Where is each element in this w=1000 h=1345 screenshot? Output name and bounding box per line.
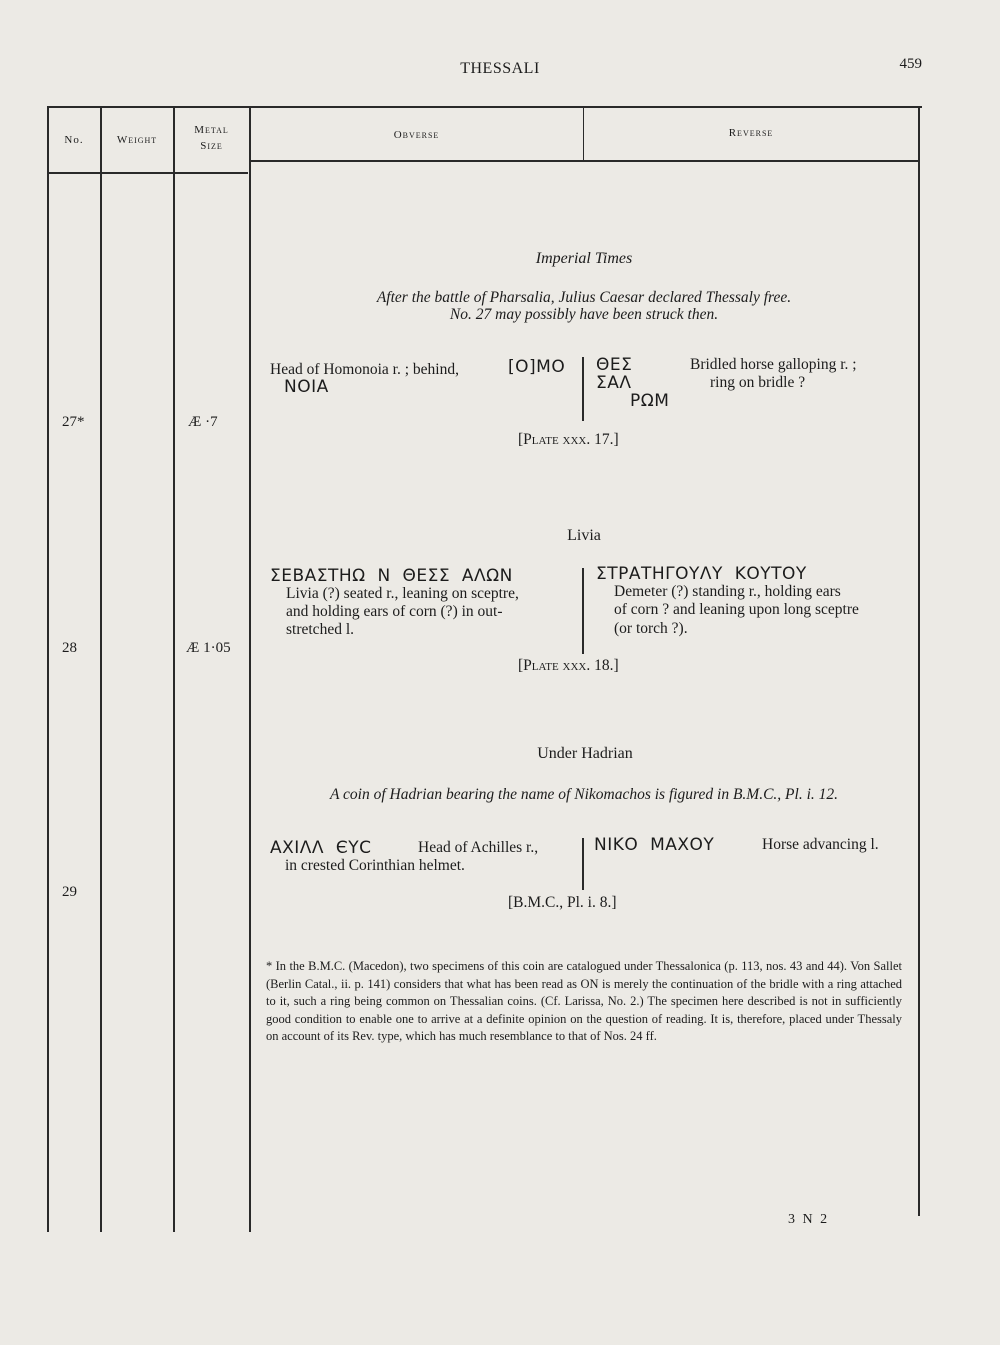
section-note-line2: No. 27 may possibly have been struck then. bbox=[449, 306, 719, 323]
reverse-legend-27c: ΡΩΜ bbox=[630, 391, 670, 411]
reverse-text-28a: Demeter (?) standing r., holding ears bbox=[614, 583, 841, 600]
reverse-legend-27b: ΣΑΛ bbox=[596, 373, 632, 393]
section-note-line1: After the battle of Pharsalia, Julius Caesar declared Thessaly free. bbox=[376, 289, 792, 306]
reverse-text-27b: ring on bridle ? bbox=[710, 374, 806, 391]
obverse-text-28a: Livia (?) seated r., leaning on sceptre, bbox=[286, 585, 519, 602]
coin-divider-28 bbox=[582, 568, 584, 654]
table-left-rule bbox=[47, 106, 49, 1232]
metal-col-rule bbox=[173, 106, 175, 1232]
obverse-legend-28: ΣΕΒΑΣΤΗΩ Ν ΘΕΣΣ ΑΛΩΝ bbox=[270, 566, 513, 586]
entry-number-27: 27* bbox=[62, 414, 85, 430]
header-bottom-rule bbox=[48, 172, 248, 174]
obverse-text-29a: Head of Achilles r., bbox=[418, 839, 539, 856]
plate-ref-28: [Plate xxx. 18.] bbox=[518, 657, 619, 674]
coin-divider-29 bbox=[582, 838, 584, 890]
running-title: THESSALI bbox=[460, 60, 540, 77]
signature-mark: 3 N 2 bbox=[788, 1212, 830, 1227]
obverse-legend-27b: NOIA bbox=[284, 377, 329, 397]
reverse-legend-27a: ΘΕΣ bbox=[596, 355, 633, 375]
metal-size-27: Æ ·7 bbox=[188, 414, 218, 430]
header-bottom-rule-right bbox=[250, 160, 918, 162]
obverse-legend-29: ΑΧΙΛΛ ЄΥC bbox=[270, 838, 372, 858]
col-header-reverse: Reverse bbox=[728, 127, 774, 139]
obverse-legend-27a: [O]MO bbox=[508, 357, 566, 377]
col-header-size: Size bbox=[200, 140, 223, 152]
obverse-text-28c: stretched l. bbox=[286, 621, 355, 638]
reverse-text-29: Horse advancing l. bbox=[762, 836, 879, 853]
entry-number-29: 29 bbox=[62, 884, 77, 900]
col-header-weight: Weight bbox=[116, 134, 158, 146]
obverse-col-rule bbox=[249, 106, 251, 1232]
reverse-text-27a: Bridled horse galloping r. ; bbox=[690, 356, 857, 373]
weight-col-rule bbox=[100, 106, 102, 1232]
table-top-rule bbox=[48, 106, 922, 108]
col-header-obverse: Obverse bbox=[393, 129, 440, 141]
metal-size-28: Æ 1·05 bbox=[186, 640, 231, 656]
coin-divider-27 bbox=[582, 357, 584, 421]
entry-number-28: 28 bbox=[62, 640, 77, 656]
table-right-rule bbox=[918, 106, 920, 1216]
page-number: 459 bbox=[899, 56, 922, 72]
reverse-text-28c: (or torch ?). bbox=[614, 620, 688, 637]
reverse-legend-29: ΝΙΚΟ ΜΑΧΟΥ bbox=[594, 835, 715, 855]
obverse-text-29b: in crested Corinthian helmet. bbox=[285, 857, 465, 874]
section-heading-imperial: Imperial Times bbox=[535, 250, 633, 267]
obverse-text-27: Head of Homonoia r. ; behind, bbox=[270, 361, 459, 378]
reverse-text-28b: of corn ? and leaning upon long sceptre bbox=[614, 601, 859, 618]
col-header-no: No. bbox=[64, 134, 84, 146]
col-header-metal: Metal bbox=[194, 124, 229, 136]
reverse-legend-28: ΣΤΡΑΤΗΓΟΥΛΥ ΚΟΥΤΟΥ bbox=[596, 564, 807, 584]
footnote: * In the B.M.C. (Macedon), two specimens of this coin are catalogued under Thessalonica (p. 113, nos. 43 and 44). Von Sallet (Berlin Catal., ii. p. 141) considers that what has been read as ON is merely the continuation of the bridle with a ring attached to it, such a ring being common on Thessalian coins. (Cf. Larissa, No. 2.) The specimen here described is not in sufficiently good condition to enable one to arrive at a definite opinion on the question of reading. It is, therefore, placed under Thessaly on account of its Rev. type, which has much resemblance to that of Nos. 24 ff. bbox=[266, 959, 902, 1043]
section-heading-livia: Livia bbox=[567, 527, 601, 544]
obverse-text-28b: and holding ears of corn (?) in out- bbox=[286, 603, 503, 620]
plate-ref-27: [Plate xxx. 17.] bbox=[518, 431, 619, 448]
section-heading-hadrian: Under Hadrian bbox=[537, 745, 633, 762]
section-note-hadrian: A coin of Hadrian bearing the name of Nikomachos is figured in B.M.C., Pl. i. 12. bbox=[329, 786, 839, 803]
plate-ref-29: [B.M.C., Pl. i. 8.] bbox=[508, 894, 617, 911]
